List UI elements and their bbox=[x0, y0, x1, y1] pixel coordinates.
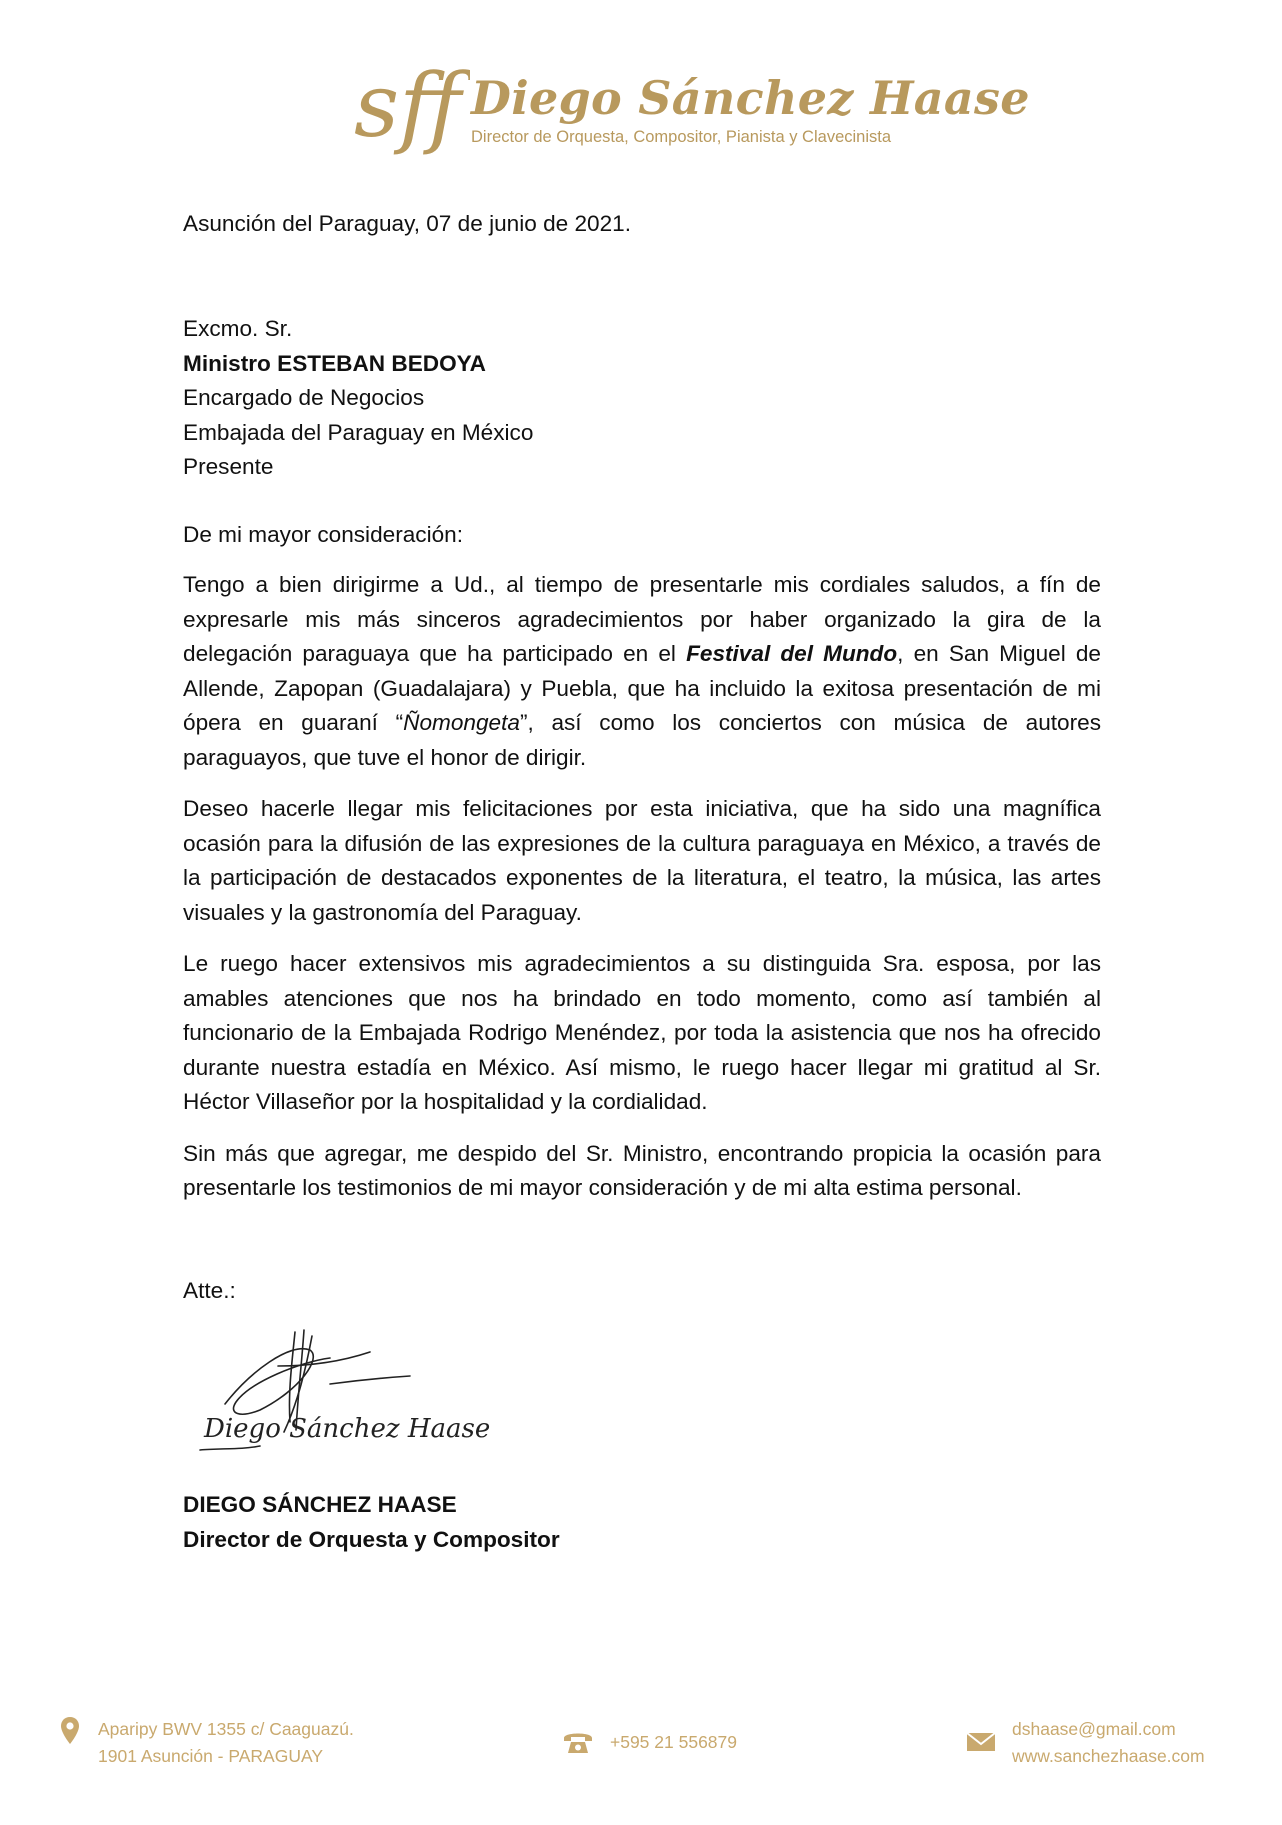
letterhead bbox=[350, 44, 1030, 164]
festival-name: Festival del Mundo bbox=[686, 641, 898, 666]
recipient-name: Ministro ESTEBAN BEDOYA bbox=[183, 350, 486, 376]
letterhead-name: Diego Sánchez Haase bbox=[471, 71, 1030, 125]
sff-monogram-logo bbox=[350, 44, 470, 162]
email-link[interactable]: dshaase@gmail.com bbox=[1012, 1719, 1176, 1739]
closing: Atte.: bbox=[183, 1278, 236, 1303]
letterhead-subtitle: Director de Orquesta, Compositor, Pianista y Clavecinista bbox=[471, 128, 892, 146]
logo-monogram-text: sff bbox=[354, 54, 462, 157]
handwritten-signature bbox=[180, 1322, 540, 1472]
opera-title: Ñomongeta bbox=[403, 710, 520, 735]
letter-body bbox=[183, 568, 1101, 1223]
location-pin-icon bbox=[60, 1716, 80, 1746]
phone-number[interactable]: +595 21 556879 bbox=[610, 1732, 738, 1752]
date-line: Asunción del Paraguay, 07 de junio de 2021. bbox=[183, 211, 632, 236]
footer-address bbox=[60, 1716, 354, 1766]
telephone-icon bbox=[562, 1729, 594, 1755]
paragraph-1-part-a: Tengo a bien dirigirme a Ud., al tiempo de presentarle mis cordiales saludos, a fín de expresarle mis más sinceros agradecimientos por haber organizado la gira de la delegación paraguaya que ha participado en el bbox=[183, 572, 1101, 666]
signer-block bbox=[183, 1488, 560, 1557]
paragraph-4: Sin más que agregar, me despido del Sr. Ministro, encontrando propicia la ocasión para presentarle los testimonios de mi mayor consideración y de mi alta estima personal. bbox=[183, 1140, 1101, 1200]
address-line-2: 1901 Asunción - PARAGUAY bbox=[98, 1746, 324, 1766]
address-line-1: Aparipy BWV 1355 c/ Caaguazú. bbox=[98, 1719, 354, 1739]
recipient-salutation: Excmo. Sr. bbox=[183, 316, 293, 341]
envelope-icon bbox=[966, 1732, 996, 1752]
signature-text: Diego Sánchez Haase bbox=[204, 1414, 491, 1444]
signer-title: Director de Orquesta y Compositor bbox=[183, 1526, 560, 1552]
signer-name: DIEGO SÁNCHEZ HAASE bbox=[183, 1492, 457, 1517]
footer-phone bbox=[562, 1729, 738, 1755]
paragraph-1-part-b: , en San Miguel de Allende, Zapopan (Guadalajara) y Puebla, que ha incluido la exitosa presentación de mi ópera en guaraní “ bbox=[183, 641, 1101, 735]
recipient-organization: Embajada del Paraguay en México bbox=[183, 419, 534, 445]
recipient-role: Encargado de Negocios bbox=[183, 385, 425, 410]
paragraph-1 bbox=[183, 568, 1101, 775]
footer bbox=[0, 1705, 1282, 1785]
recipient-presente: Presente bbox=[183, 454, 274, 479]
website-link[interactable]: www.sanchezhaase.com bbox=[1012, 1746, 1205, 1766]
recipient-block bbox=[183, 312, 1103, 485]
paragraph-3: Le ruego hacer extensivos mis agradecimientos a su distinguida Sra. esposa, por las amables atenciones que nos ha brindado en todo momento, como así también al funcionario de la Embajada Rodrigo Menéndez, por toda la asistencia que nos ha ofrecido durante nuestra estadía en México. Así mismo, le ruego hacer llegar mi gratitud al Sr. Héctor Villaseñor por la hospitalidad y la cordialidad. bbox=[183, 951, 1101, 1114]
paragraph-2: Deseo hacerle llegar mis felicitaciones por esta iniciativa, que ha sido una magnífica ocasión para la difusión de las expresiones de la cultura paraguaya en México, a través de la participación de destacados exponentes de la literatura, el teatro, la música, las artes visuales y la gastronomía del Paraguay. bbox=[183, 796, 1101, 925]
greeting: De mi mayor consideración: bbox=[183, 522, 464, 547]
paragraph-1-part-c: ”, así como los conciertos con música de autores paraguayos, que tuve el honor de dirigir. bbox=[183, 710, 1101, 770]
